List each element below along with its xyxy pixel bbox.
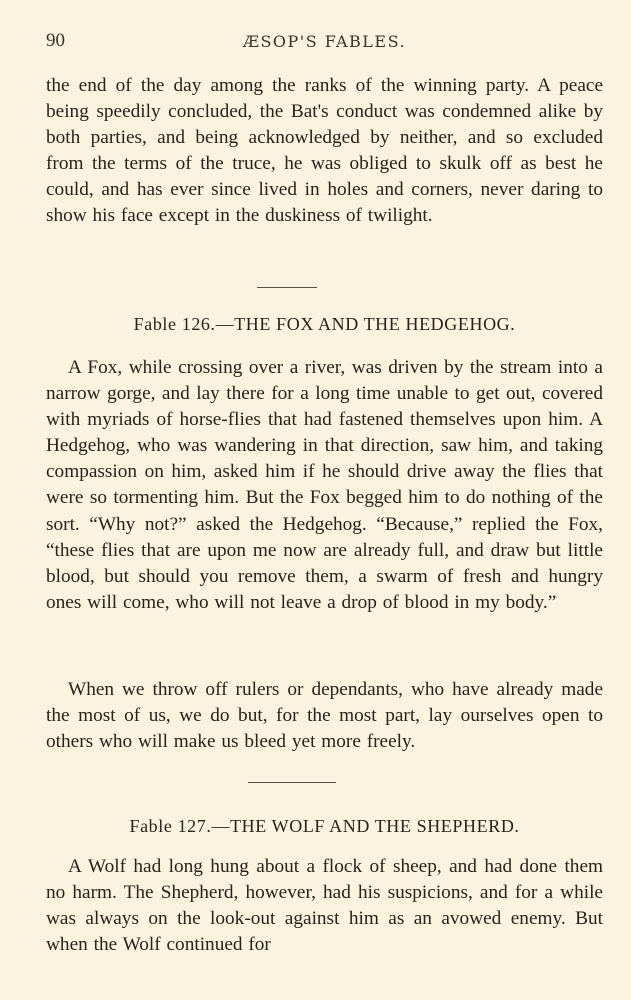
fable-127-heading: Fable 127.—THE WOLF AND THE SHEPHERD. xyxy=(129,816,520,836)
running-title: ÆSOP'S FABLES. xyxy=(242,32,407,51)
section-divider xyxy=(257,287,317,288)
page-header xyxy=(46,30,603,60)
page-number: 90 xyxy=(46,30,65,51)
fable-127-story: A Wolf had long hung about a flock of sheep, and had done them no harm. The Shepherd, however, had his suspicions, and for a while was always on the look-out against him as an avowed enemy. But when the Wolf continued for xyxy=(46,856,603,956)
continuation-paragraph: the end of the day among the ranks of the winning party. A peace being speedily concluded, the Bat's conduct was condemned alike by both parties, and being acknowledged by neither, and so excluded from the terms of the truce, he was obliged to skulk off as best he could, and has ever since lived in holes and corners, never daring to show his face except in the duskiness of twilight. xyxy=(46,75,603,227)
fable-126-moral: When we throw off rulers or dependants, who have already made the most of us, we do but, for the most part, lay ourselves open to others who will make us bleed yet more freely. xyxy=(46,679,603,753)
section-divider xyxy=(248,782,336,783)
fable-126-heading: Fable 126.—THE FOX AND THE HEDGEHOG. xyxy=(133,314,516,334)
fable-126-story: A Fox, while crossing over a river, was driven by the stream into a narrow gorge, and lay there for a long time unable to get out, covered with myriads of horse-flies that had fastened themselves upon him. A Hedgehog, who was wandering in that direction, saw him, and taking compassion on him, asked him if he should drive away the flies that were so tormenting him. But the Fox begged him to do nothing of the sort. “Why not?” asked the Hedgehog. “Because,” replied the Fox, “these flies that are upon me now are already full, and draw but little blood, but should you remove them, a swarm of fresh and hungry ones will come, who will not leave a drop of blood in my body.” xyxy=(46,357,603,613)
